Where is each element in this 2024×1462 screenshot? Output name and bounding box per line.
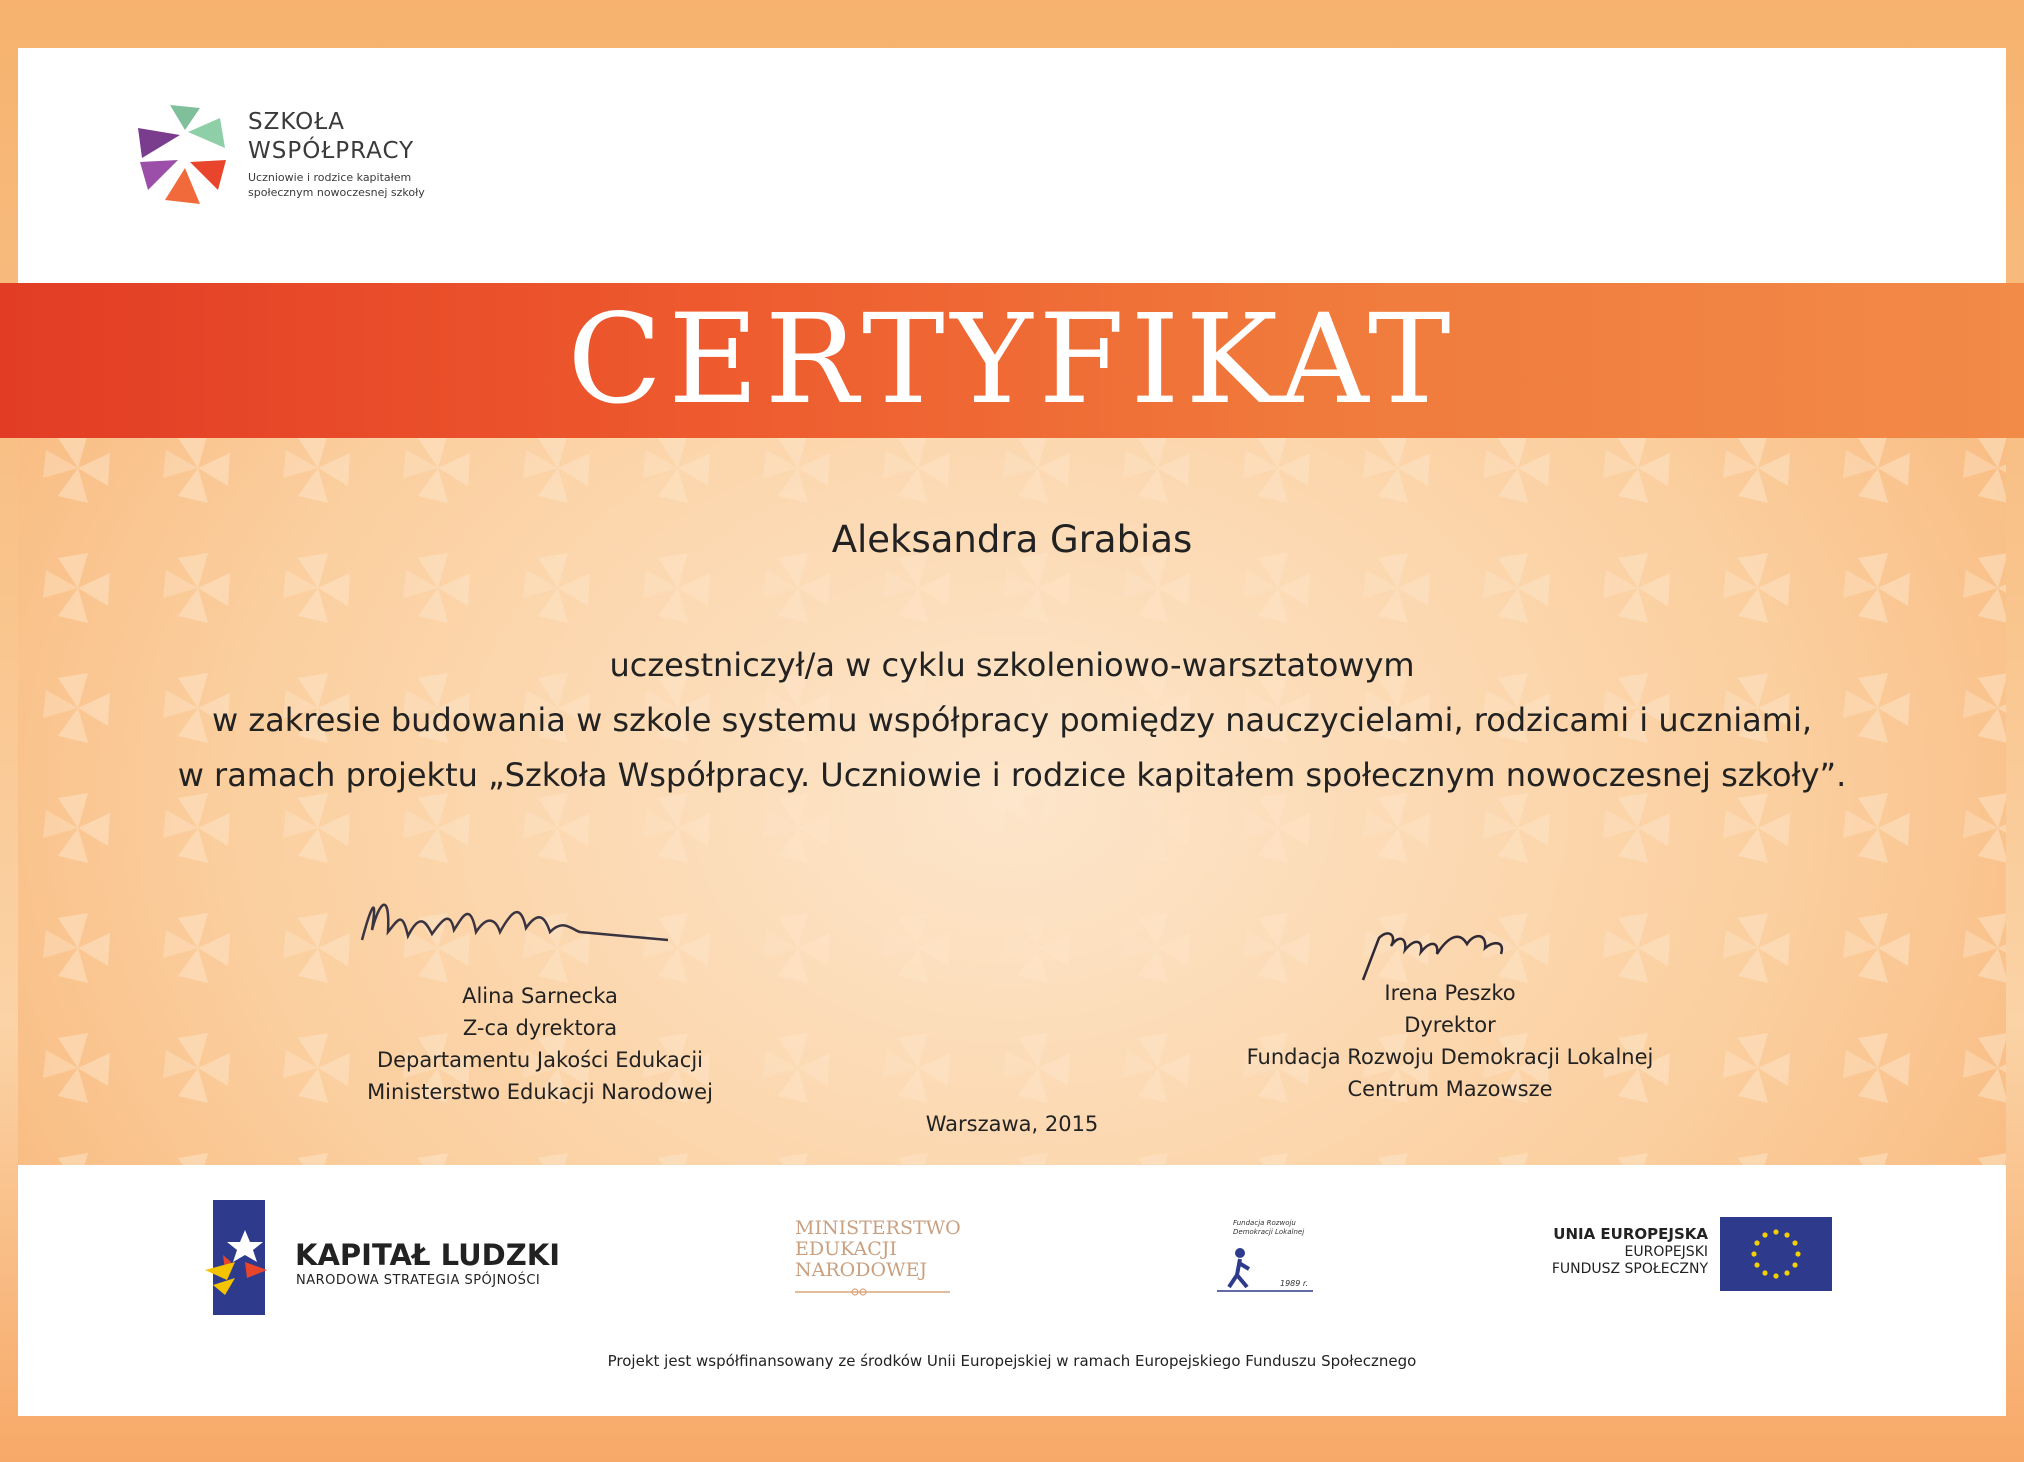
signatory-organization: Ministerstwo Edukacji Narodowej	[367, 1080, 713, 1104]
signatory-role: Dyrektor	[1404, 1013, 1496, 1037]
logo-title: SZKOŁA WSPÓŁPRACY	[248, 109, 415, 164]
kapital-ludzki-title: KAPITAŁ LUDZKI	[295, 1238, 561, 1272]
kapital-ludzki-subtitle: NARODOWA STRATEGIA SPÓJNOŚCI	[296, 1273, 541, 1288]
eu-flag-icon	[1720, 1217, 1832, 1291]
eu-text	[1480, 1226, 1708, 1278]
body-line: uczestniczył/a w cyklu szkoleniowo-warsztatowym	[609, 646, 1415, 684]
szkola-wspolpracy-logo	[130, 100, 240, 210]
recipient-name: Aleksandra Grabias	[831, 518, 1193, 561]
footer-note: Projekt jest współfinansowany ze środków Unii Europejskiej w ramach Europejskiego Funduszu Społecznego	[607, 1352, 1417, 1370]
body-line: w ramach projektu „Szkoła Współpracy. Uczniowie i rodzice kapitałem społecznym nowoczesnej szkoły”.	[177, 756, 1847, 794]
frdl-year: 1989 r.	[1280, 1279, 1308, 1288]
kapital-ludzki-logo	[205, 1200, 270, 1315]
signature-block-left	[320, 980, 760, 1108]
place-date: Warszawa, 2015	[925, 1112, 1099, 1136]
certificate-body	[0, 638, 2024, 803]
body-line: w zakresie budowania w szkole systemu współpracy pomiędzy nauczycielami, rodzicami i uczniami,	[212, 701, 1812, 739]
frdl-name: Fundacja Rozwoju Demokracji Lokalnej	[1233, 1219, 1305, 1236]
signatory-organization: Fundacja Rozwoju Demokracji Lokalnej	[1246, 1045, 1654, 1069]
signatory-name: Alina Sarnecka	[462, 984, 618, 1008]
signatory-branch: Centrum Mazowsze	[1347, 1077, 1553, 1101]
eu-fund-line: EUROPEJSKI	[1624, 1244, 1708, 1260]
ministry-logo-text: MINISTERSTWO EDUKACJI NARODOWEJ	[795, 1217, 961, 1281]
signatory-name: Irena Peszko	[1384, 981, 1516, 1005]
certificate-title: CERTYFIKAT	[567, 288, 1457, 432]
signature-left	[350, 870, 690, 970]
ministry-logo-line	[795, 1287, 950, 1297]
sponsor-band	[18, 1165, 2006, 1416]
eu-fund-line: FUNDUSZ SPOŁECZNY	[1551, 1261, 1708, 1277]
signatory-role: Z-ca dyrektora	[462, 1016, 618, 1040]
signatory-department: Departamentu Jakości Edukacji	[376, 1048, 704, 1072]
signature-block-right	[1210, 977, 1690, 1105]
eu-title: UNIA EUROPEJSKA	[1553, 1225, 1708, 1243]
logo-subtitle: Uczniowie i rodzice kapitałem społecznym nowoczesnej szkoły	[248, 171, 425, 199]
